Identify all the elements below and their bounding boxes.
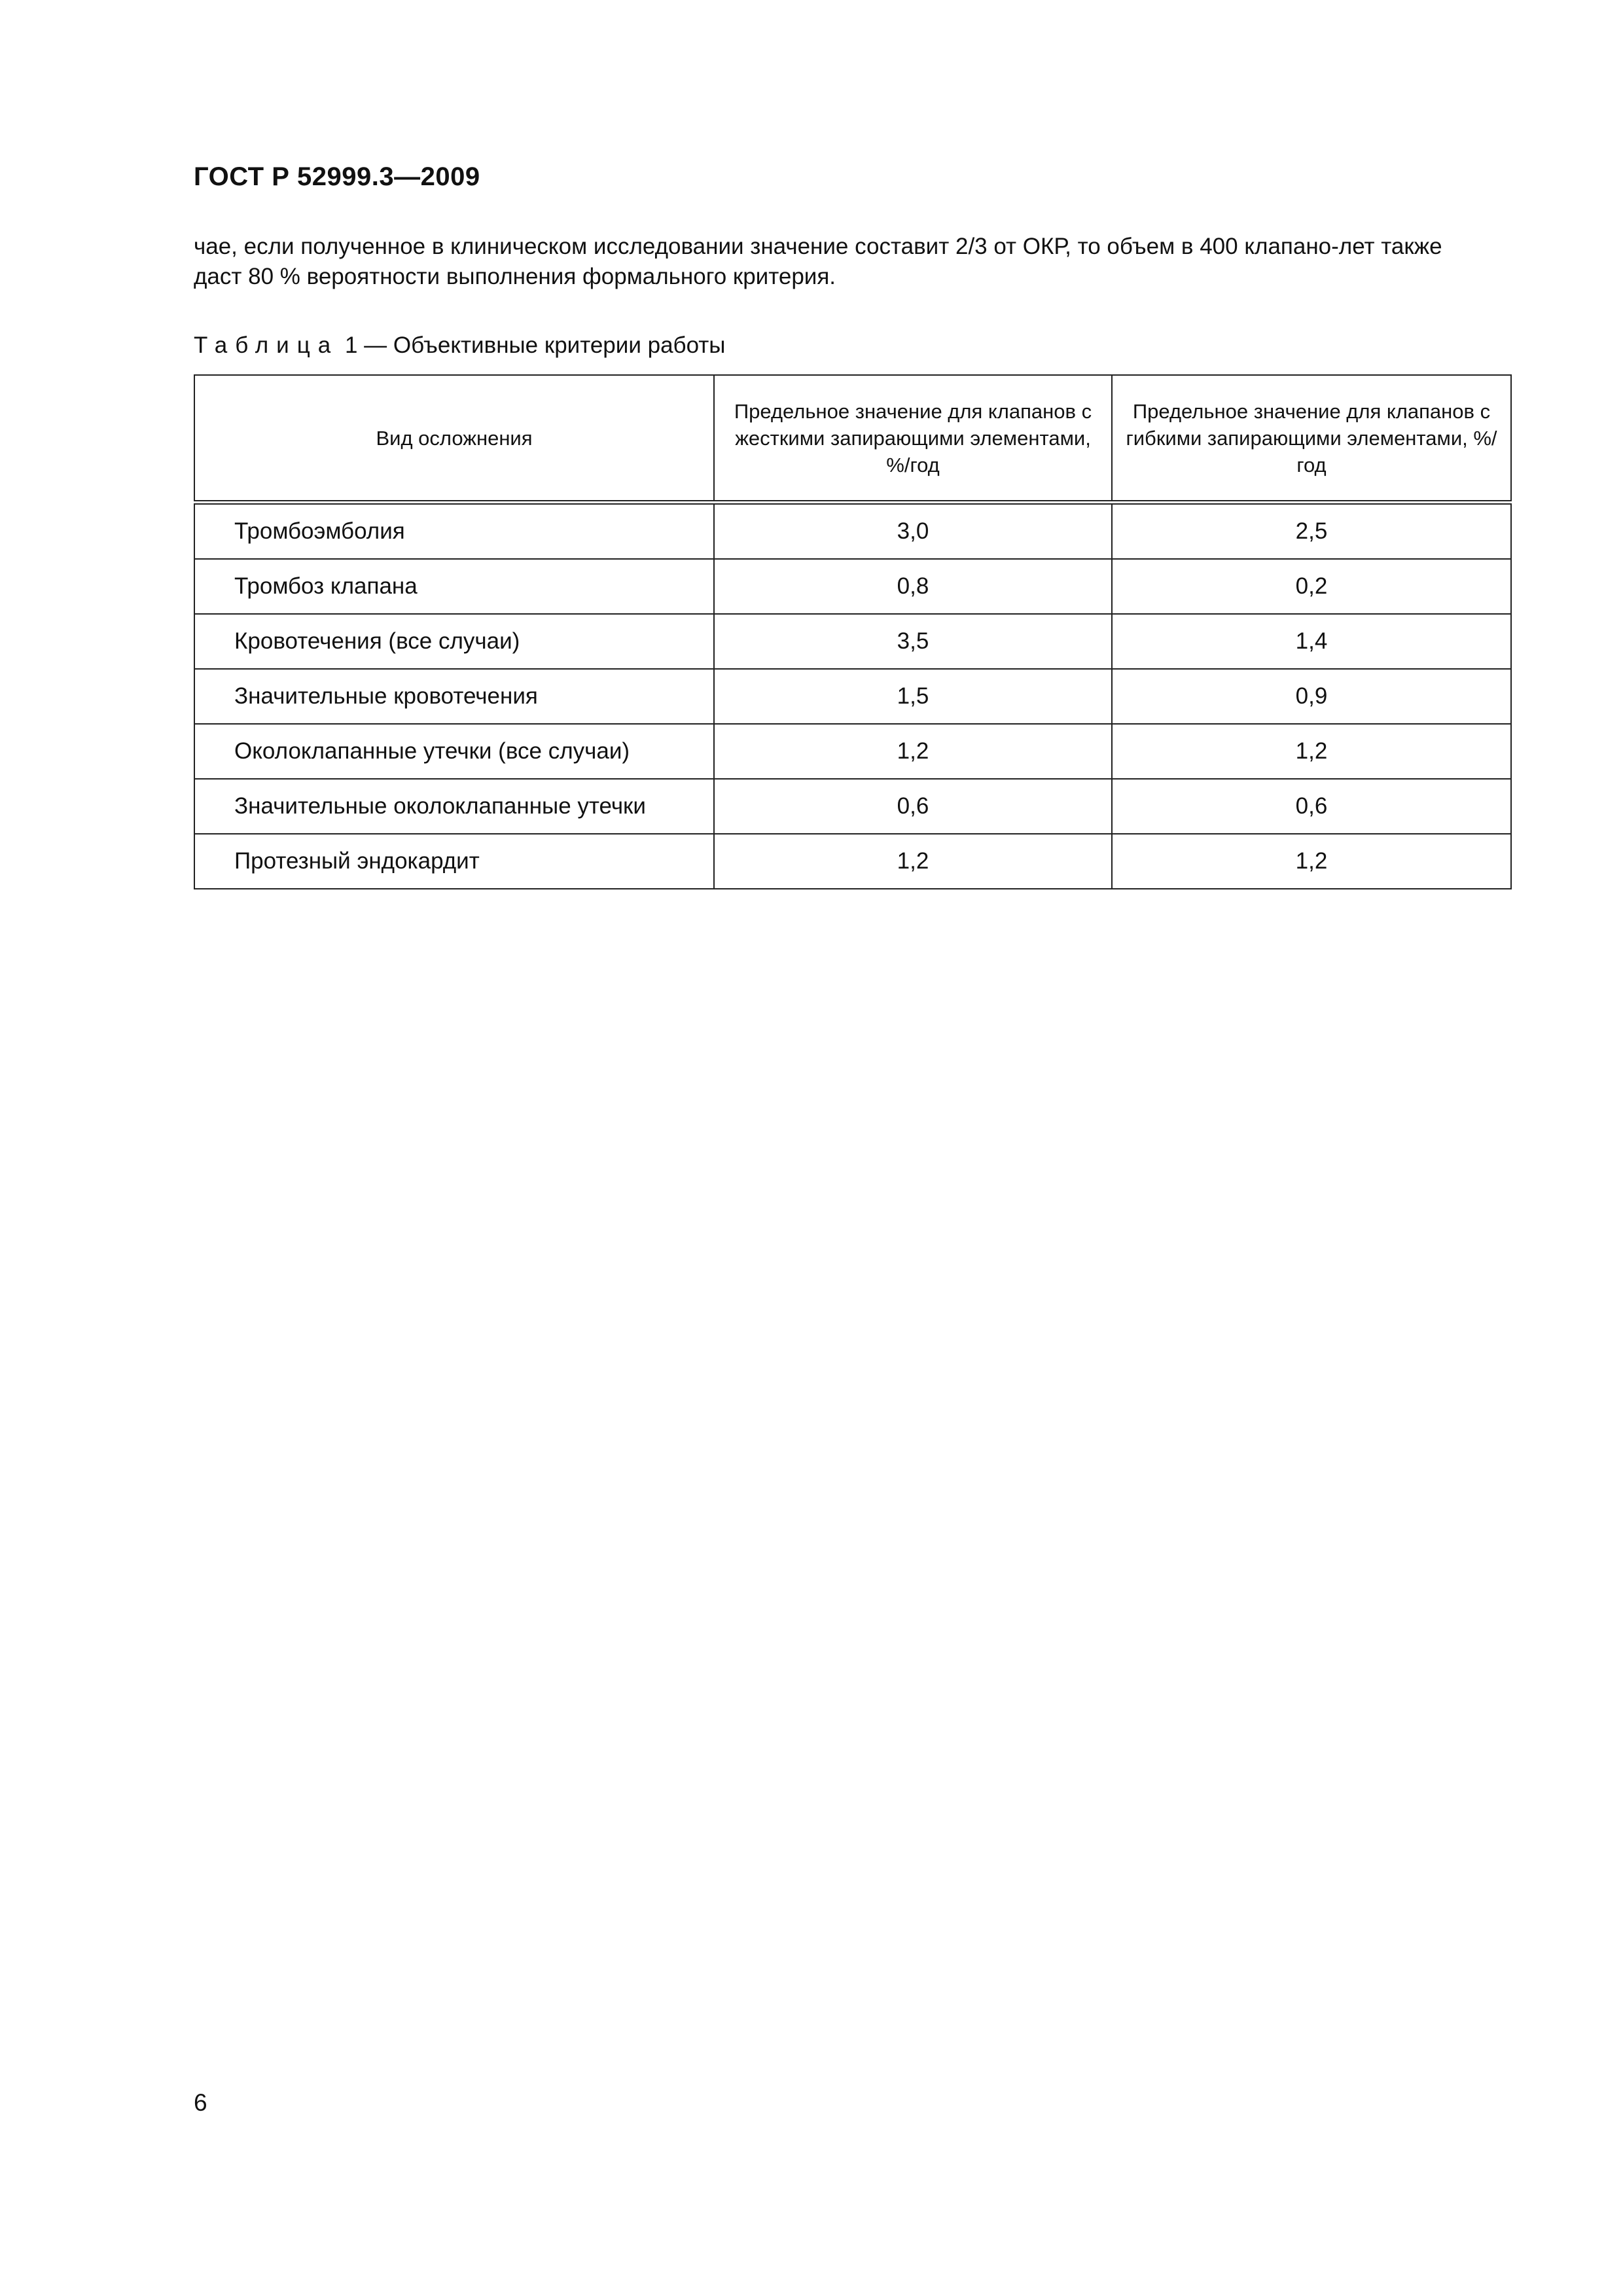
table-row (194, 559, 1511, 614)
complication-name: Тромбоэмболия (194, 503, 714, 560)
criteria-table (194, 374, 1512, 889)
header-flexible-valves: Предельное значение для клапанов с гибкими запирающими элементами, %/год (1112, 375, 1511, 503)
table-row (194, 669, 1511, 724)
rigid-value: 1,2 (714, 724, 1112, 779)
table-caption (194, 332, 725, 359)
rigid-value: 0,6 (714, 779, 1112, 834)
complication-name: Значительные кровотечения (194, 669, 714, 724)
flexible-value: 2,5 (1112, 503, 1511, 560)
rigid-value: 0,8 (714, 559, 1112, 614)
rigid-value: 3,0 (714, 503, 1112, 560)
header-rigid-valves: Предельное значение для клапанов с жесткими запирающими элементами, %/год (714, 375, 1112, 503)
complication-name: Тромбоз клапана (194, 559, 714, 614)
header-complication-type: Вид осложнения (194, 375, 714, 503)
complication-name: Кровотечения (все случаи) (194, 614, 714, 669)
complication-name: Околоклапанные утечки (все случаи) (194, 724, 714, 779)
flexible-value: 0,9 (1112, 669, 1511, 724)
document-code: ГОСТ Р 52999.3—2009 (194, 162, 480, 191)
rigid-value: 1,5 (714, 669, 1112, 724)
table-row (194, 724, 1511, 779)
table-row (194, 779, 1511, 834)
intro-line-2: даст 80 % вероятности выполнения формального критерия. (194, 264, 836, 289)
table-caption-label: Таблица (194, 332, 339, 358)
intro-paragraph (194, 232, 1510, 292)
table-caption-title: 1 — Объективные критерии работы (338, 332, 726, 358)
intro-line-1: чае, если полученное в клиническом исследовании значение составит 2/3 от ОКР, то объем в 400 клапано-лет также (194, 234, 1442, 259)
table-row (194, 503, 1511, 560)
table-row (194, 834, 1511, 889)
flexible-value: 1,4 (1112, 614, 1511, 669)
page-number: 6 (194, 2089, 207, 2116)
table-row (194, 614, 1511, 669)
flexible-value: 1,2 (1112, 834, 1511, 889)
rigid-value: 3,5 (714, 614, 1112, 669)
table-header-row (194, 375, 1511, 503)
flexible-value: 1,2 (1112, 724, 1511, 779)
complication-name: Протезный эндокардит (194, 834, 714, 889)
rigid-value: 1,2 (714, 834, 1112, 889)
flexible-value: 0,2 (1112, 559, 1511, 614)
flexible-value: 0,6 (1112, 779, 1511, 834)
complication-name: Значительные околоклапанные утечки (194, 779, 714, 834)
